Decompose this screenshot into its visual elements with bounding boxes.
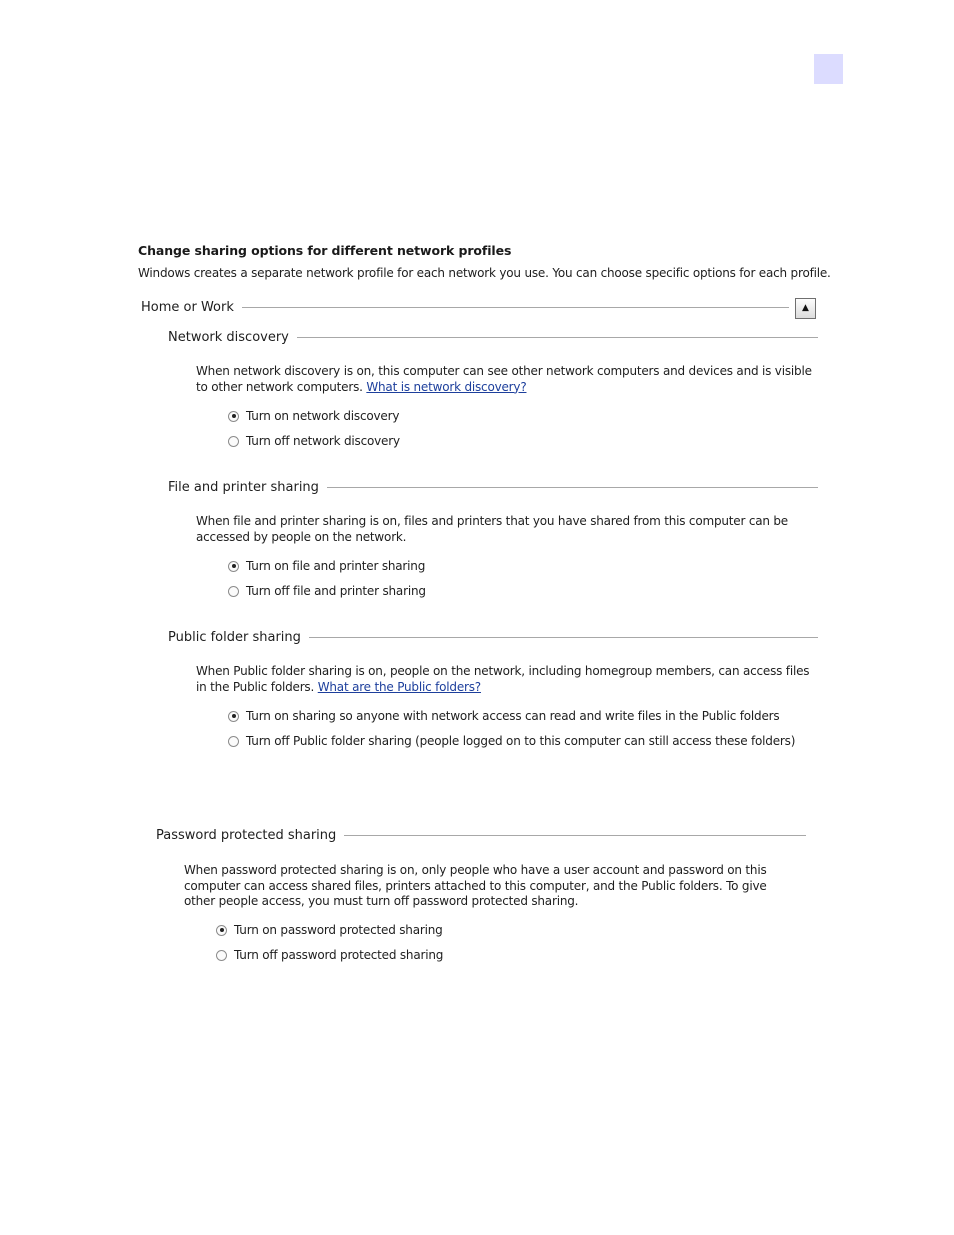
sharing-options-panel <box>138 238 831 978</box>
radio-button-selected[interactable] <box>228 411 239 422</box>
password-sharing-header <box>156 828 806 843</box>
file-printer-description: When file and printer sharing is on, files and printers that you have shared from this computer can be accessed by people on the network. <box>196 514 788 544</box>
password-sharing-off-label: Turn off password protected sharing <box>234 948 444 962</box>
password-sharing-on-option[interactable] <box>216 923 443 937</box>
public-folder-off-option[interactable] <box>228 734 795 748</box>
divider <box>242 307 789 308</box>
network-discovery-header <box>168 330 818 345</box>
radio-button[interactable] <box>228 586 239 597</box>
up-arrow-icon: ▲ <box>802 303 809 313</box>
radio-button[interactable] <box>228 736 239 747</box>
divider <box>309 637 818 638</box>
password-sharing-off-option[interactable] <box>216 948 443 962</box>
public-folders-help-link[interactable]: What are the Public folders? <box>317 679 481 694</box>
public-folder-on-label: Turn on sharing so anyone with network access can read and write files in the Public folders <box>246 709 780 723</box>
file-printer-off-option[interactable] <box>228 584 426 598</box>
profile-title: Home or Work <box>141 300 234 315</box>
network-discovery-off-option[interactable] <box>228 434 400 448</box>
network-discovery-on-label: Turn on network discovery <box>246 409 400 423</box>
divider <box>327 487 818 488</box>
password-sharing-title: Password protected sharing <box>156 828 337 843</box>
divider <box>297 337 818 338</box>
public-folder-description: When Public folder sharing is on, people on the network, including homegroup members, can access files in the Public folders. What are the Public folders? <box>196 664 810 694</box>
public-folder-header <box>168 630 818 645</box>
file-printer-on-option[interactable] <box>228 559 425 573</box>
network-discovery-on-option[interactable] <box>228 409 399 423</box>
radio-button-selected[interactable] <box>228 561 239 572</box>
file-printer-off-label: Turn off file and printer sharing <box>246 584 426 598</box>
radio-button[interactable] <box>228 436 239 447</box>
network-discovery-description: When network discovery is on, this computer can see other network computers and devices and is visible to other network computers. What is network discovery? <box>196 364 812 394</box>
intro-text: Windows creates a separate network profile for each network you use. You can choose specific options for each profile. <box>138 266 831 280</box>
public-folder-title: Public folder sharing <box>168 630 301 645</box>
profile-header[interactable] <box>141 300 789 315</box>
public-folder-off-label: Turn off Public folder sharing (people logged on to this computer can still access these folders) <box>246 734 796 748</box>
network-discovery-title: Network discovery <box>168 330 289 345</box>
file-printer-title: File and printer sharing <box>168 480 319 495</box>
divider <box>344 835 806 836</box>
file-printer-on-label: Turn on file and printer sharing <box>246 559 426 573</box>
radio-button-selected[interactable] <box>216 925 227 936</box>
network-discovery-help-link[interactable]: What is network discovery? <box>366 379 527 394</box>
password-sharing-on-label: Turn on password protected sharing <box>234 923 443 937</box>
corner-marker <box>814 54 843 84</box>
file-printer-header <box>168 480 818 495</box>
public-folder-on-option[interactable] <box>228 709 779 723</box>
radio-button-selected[interactable] <box>228 711 239 722</box>
password-sharing-description: When password protected sharing is on, only people who have a user account and password on this computer can access shared files, printers attached to this computer, and the Public folders. To give other people access, you must turn off password protected sharing. <box>184 863 767 908</box>
page-heading: Change sharing options for different network profiles <box>138 243 512 258</box>
radio-button[interactable] <box>216 950 227 961</box>
collapse-button[interactable] <box>795 298 816 319</box>
network-discovery-off-label: Turn off network discovery <box>246 434 400 448</box>
